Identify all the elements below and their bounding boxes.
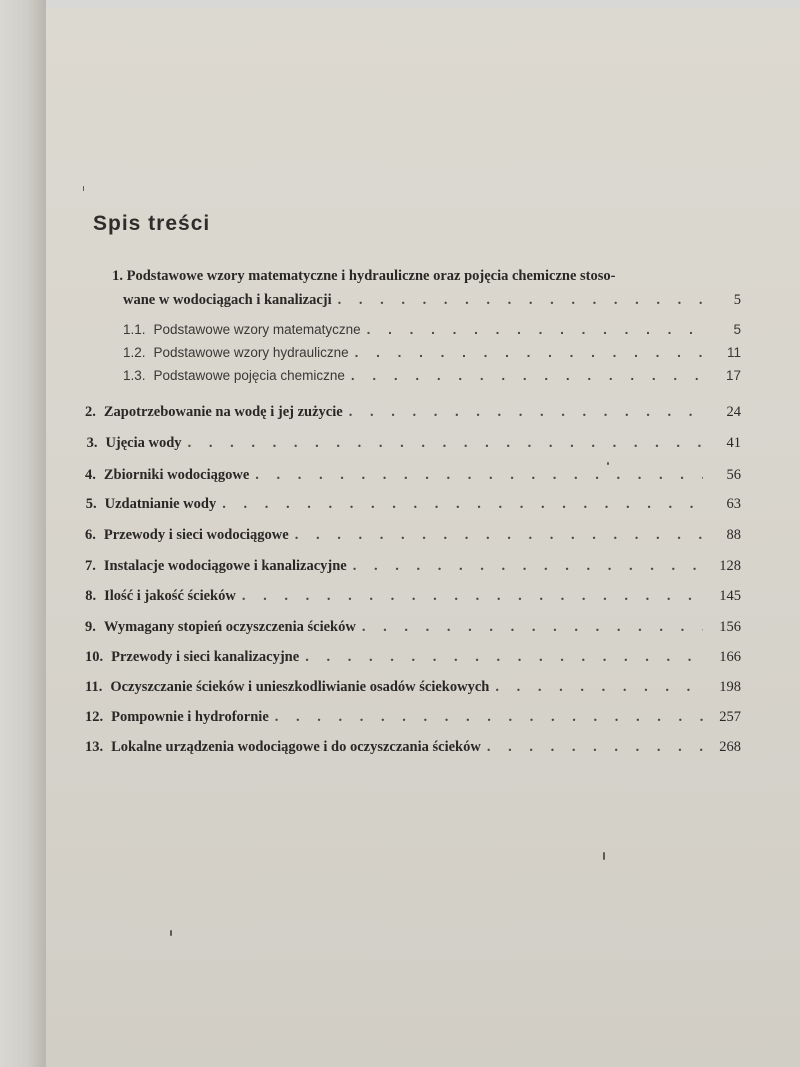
dot-leader (362, 619, 703, 636)
section-title: Podstawowe pojęcia chemiczne (153, 368, 345, 383)
chapter-number: 12. (85, 709, 104, 725)
dot-leader (367, 322, 703, 337)
toc-section-1-2 (123, 345, 741, 360)
chapter-title: Lokalne urządzenia wodociągowe i do oczyszczania ścieków (111, 739, 481, 755)
toc-chapter-6 (85, 527, 741, 544)
toc-section-1-3 (123, 368, 741, 383)
page-number: 5 (733, 322, 741, 337)
toc-section-1-1 (123, 322, 741, 337)
dot-leader (222, 496, 703, 513)
page-number: 56 (726, 467, 741, 483)
toc-chapter-8 (85, 588, 741, 605)
dot-leader (305, 649, 703, 666)
chapter-title: Zapotrzebowanie na wodę i jej zużycie (103, 404, 343, 420)
chapter-number: 1. (112, 268, 123, 284)
section-title: Podstawowe wzory matematyczne (153, 322, 361, 337)
chapter-title: Oczyszczanie ścieków i unieszkodliwianie osadów ściekowych (110, 679, 490, 695)
chapter-number: 8. (85, 588, 97, 604)
chapter-title-line1: Podstawowe wzory matematyczne i hydrauliczne oraz pojęcia chemiczne stoso- (126, 268, 616, 284)
dot-leader (353, 558, 703, 575)
toc-chapter-5 (85, 496, 741, 513)
toc-chapter-1-line2 (123, 292, 741, 309)
chapter-title: Przewody i sieci kanalizacyjne (111, 649, 300, 665)
chapter-number: 7. (85, 558, 96, 574)
toc-chapter-2 (85, 404, 741, 421)
chapter-number: 10. (85, 649, 104, 665)
chapter-number: 3. (86, 435, 98, 451)
page-number: 11 (726, 345, 741, 360)
chapter-number: 6. (85, 527, 96, 543)
chapter-number: 9. (85, 619, 96, 635)
chapter-title: Przewody i sieci wodociągowe (103, 527, 289, 543)
chapter-title: Uzdatnianie wody (104, 496, 217, 512)
page-title: Spis treści (93, 212, 211, 235)
chapter-title: Zbiorniki wodociągowe (103, 467, 250, 483)
chapter-number: 13. (85, 739, 104, 755)
page-number: 156 (719, 619, 741, 635)
paper-speck (83, 186, 84, 191)
toc-chapter-4 (85, 467, 741, 484)
chapter-number: 5. (85, 496, 97, 512)
chapter-title: Pompownie i hydrofornie (111, 709, 269, 725)
chapter-number: 4. (85, 467, 96, 483)
page-number: 166 (719, 649, 741, 665)
toc-chapter-7 (85, 558, 741, 575)
page-number: 128 (719, 558, 741, 574)
toc-chapter-11 (85, 679, 741, 696)
paper-speck (603, 852, 605, 860)
dot-leader (242, 588, 703, 605)
chapter-title: Wymagany stopień oczyszczenia ścieków (103, 619, 356, 635)
paper-speck (170, 930, 172, 936)
dot-leader (351, 368, 703, 383)
dot-leader (338, 292, 703, 309)
page-binding-edge (0, 0, 46, 1067)
dot-leader (255, 467, 703, 484)
chapter-title: Instalacje wodociągowe i kanalizacyjne (103, 558, 347, 574)
section-title: Podstawowe wzory hydrauliczne (153, 345, 349, 360)
dot-leader (188, 435, 703, 452)
section-number: 1.1. (123, 322, 146, 337)
toc-chapter-13 (85, 739, 741, 756)
chapter-title: Ujęcia wody (105, 435, 182, 451)
dot-leader (355, 345, 703, 360)
chapter-title: Ilość i jakość ścieków (104, 588, 236, 604)
toc-chapter-1-line1 (101, 268, 741, 285)
dot-leader (349, 404, 703, 421)
dot-leader (487, 739, 703, 756)
chapter-title-line2: wane w wodociągach i kanalizacji (123, 292, 332, 308)
page-number: 41 (726, 435, 741, 451)
toc-chapter-3 (85, 435, 741, 452)
page-number: 268 (719, 739, 741, 755)
page-number: 5 (733, 292, 741, 308)
chapter-number: 11. (85, 679, 103, 695)
toc-chapter-9 (85, 619, 741, 636)
section-number: 1.3. (123, 368, 146, 383)
page-number: 257 (719, 709, 741, 725)
page-number: 88 (726, 527, 741, 543)
toc-chapter-10 (85, 649, 741, 666)
page-number: 24 (726, 404, 741, 420)
section-number: 1.2. (123, 345, 146, 360)
dot-leader (495, 679, 703, 696)
paper-speck (607, 462, 609, 465)
chapter-number: 2. (85, 404, 96, 420)
page-number: 198 (719, 679, 741, 695)
page-number: 63 (726, 496, 741, 512)
toc-chapter-12 (85, 709, 741, 726)
page-number: 145 (719, 588, 741, 604)
dot-leader (295, 527, 703, 544)
page-number: 17 (725, 368, 741, 383)
dot-leader (275, 709, 703, 726)
